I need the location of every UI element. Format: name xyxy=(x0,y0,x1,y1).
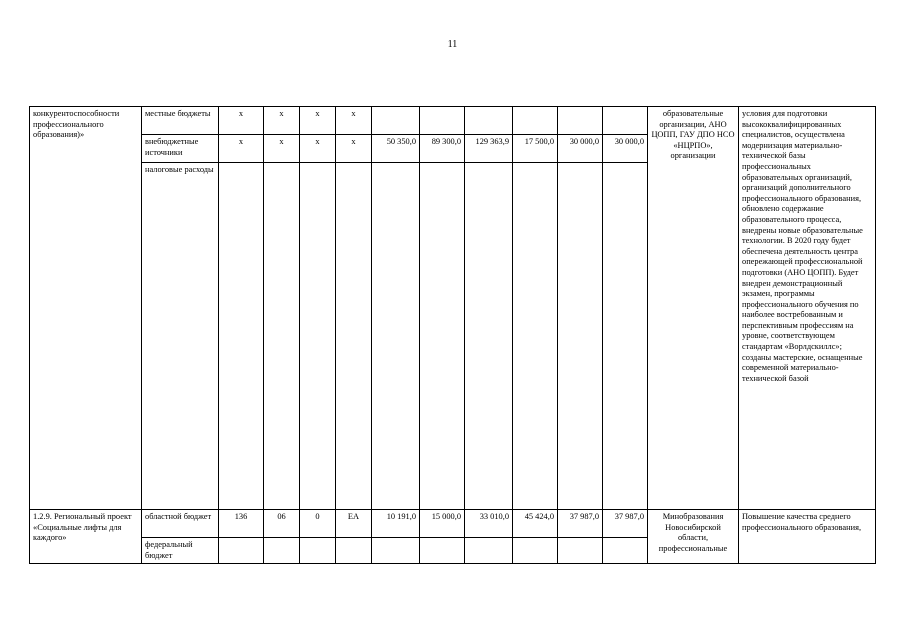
value-cell: 10 191,0 xyxy=(372,510,420,538)
funding-source: внебюджетные источники xyxy=(142,135,219,163)
result-cell: условия для подготовки высококвалифицированных специалистов, осуществлена модернизация материально-технической базы профессиональных образовательных организаций, организаций дополнительного профессионального образования, обновлено содержание образовательного процесса, внедрены новые образовательные технологии. В 2020 году будет обеспечена деятельность центра опережающей профессиональной подготовки (АНО ЦОПП). Будет внедрен демонстрационный экзамен, программы профессионального обучения по наиболее востребованным и перспективным профессиям на уровне, соответствующем стандартам «Ворлдскиллс»; созданы мастерские, оснащенные современной материально-технической базой xyxy=(739,107,876,510)
executor-cell: Минобразования Новосибирской области, профессиональные xyxy=(648,510,739,564)
value-cell: 17 500,0 xyxy=(513,135,558,163)
value-cell: 30 000,0 xyxy=(603,135,648,163)
value-cell xyxy=(465,163,513,510)
code-cell xyxy=(219,163,264,510)
result-cell: Повышение качества среднего профессионального образования, xyxy=(739,510,876,564)
funding-source: федеральный бюджет xyxy=(142,538,219,564)
value-cell: 129 363,9 xyxy=(465,135,513,163)
value-cell: 45 424,0 xyxy=(513,510,558,538)
code-cell: х xyxy=(336,135,372,163)
code-cell xyxy=(264,163,300,510)
code-cell: х xyxy=(219,107,264,135)
code-cell: ЕА xyxy=(336,510,372,538)
value-cell xyxy=(513,107,558,135)
code-cell xyxy=(219,538,264,564)
value-cell: 15 000,0 xyxy=(420,510,465,538)
measure-name: 1.2.9. Региональный проект «Социальные лифты для каждого» xyxy=(30,510,142,564)
code-cell xyxy=(300,538,336,564)
code-cell: х xyxy=(300,107,336,135)
code-cell: 136 xyxy=(219,510,264,538)
value-cell xyxy=(372,107,420,135)
value-cell: 89 300,0 xyxy=(420,135,465,163)
value-cell xyxy=(372,538,420,564)
value-cell xyxy=(513,163,558,510)
funding-source: налоговые расходы xyxy=(142,163,219,510)
code-cell: х xyxy=(264,135,300,163)
value-cell xyxy=(372,163,420,510)
code-cell xyxy=(264,538,300,564)
code-cell: х xyxy=(264,107,300,135)
value-cell xyxy=(603,107,648,135)
value-cell: 33 010,0 xyxy=(465,510,513,538)
value-cell: 50 350,0 xyxy=(372,135,420,163)
executor-cell: образовательные организации, АНО ЦОПП, ГАУ ДПО НСО «НЦРПО», организации xyxy=(648,107,739,510)
page-number: 11 xyxy=(447,39,458,50)
funding-source: местные бюджеты xyxy=(142,107,219,135)
value-cell: 37 987,0 xyxy=(603,510,648,538)
value-cell xyxy=(465,107,513,135)
table-row xyxy=(30,510,876,538)
value-cell: 37 987,0 xyxy=(558,510,603,538)
funding-source: областной бюджет xyxy=(142,510,219,538)
code-cell: х xyxy=(219,135,264,163)
code-cell xyxy=(336,163,372,510)
code-cell: х xyxy=(300,135,336,163)
value-cell xyxy=(603,538,648,564)
code-cell: 06 xyxy=(264,510,300,538)
code-cell xyxy=(300,163,336,510)
value-cell xyxy=(420,163,465,510)
value-cell xyxy=(513,538,558,564)
measure-name: конкурентоспособности профессионального образования)» xyxy=(30,107,142,510)
program-table xyxy=(29,106,876,564)
code-cell: х xyxy=(336,107,372,135)
code-cell xyxy=(336,538,372,564)
value-cell: 30 000,0 xyxy=(558,135,603,163)
value-cell xyxy=(558,538,603,564)
value-cell xyxy=(603,163,648,510)
value-cell xyxy=(420,107,465,135)
value-cell xyxy=(420,538,465,564)
value-cell xyxy=(465,538,513,564)
value-cell xyxy=(558,163,603,510)
value-cell xyxy=(558,107,603,135)
code-cell: 0 xyxy=(300,510,336,538)
table-row xyxy=(30,107,876,135)
